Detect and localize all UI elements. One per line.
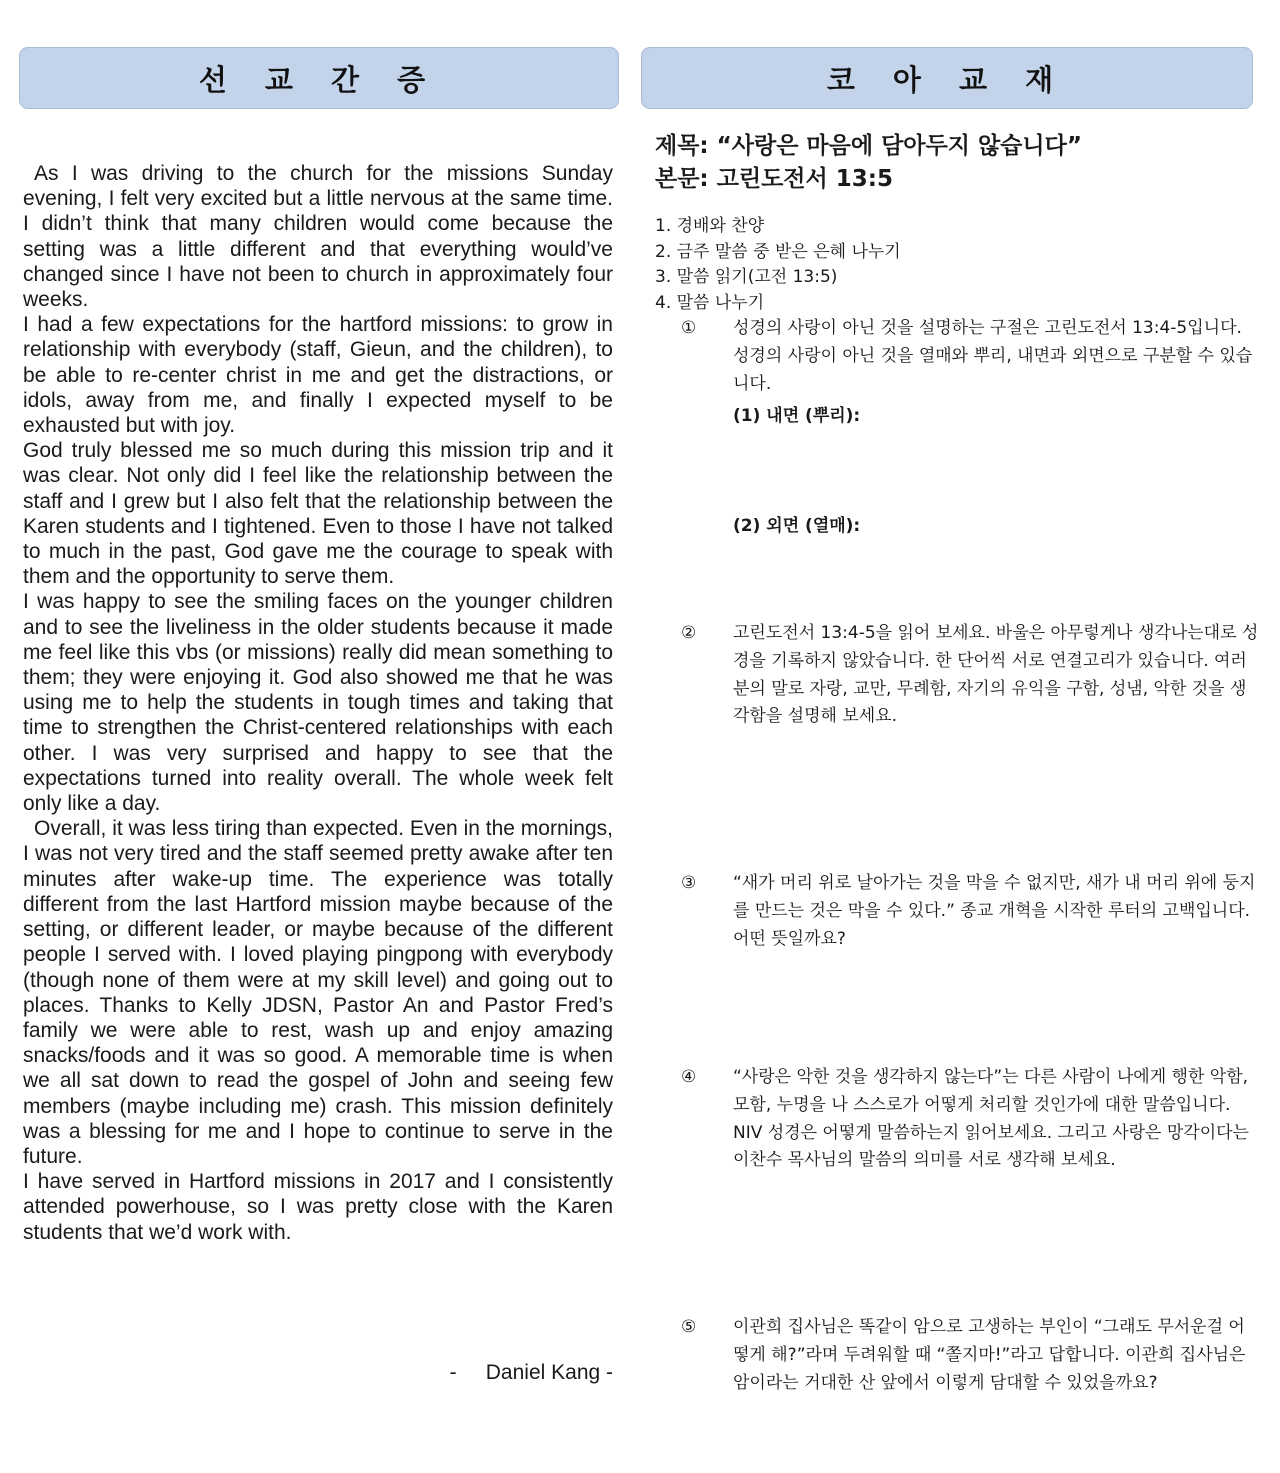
agenda-item: 2. 금주 말씀 중 받은 은혜 나누기 <box>655 241 901 262</box>
agenda-item: 3. 말씀 읽기(고전 13:5) <box>655 267 838 287</box>
question-text: “새가 머리 위로 날아가는 것을 막을 수 없지만, 새가 내 머리 위에 둥지를 만드는 것은 막을 수 있다.” 종교 개혁을 시작한 루터의 고백입니다. 어떤 뜻일까요? <box>733 873 1256 949</box>
question-text: 성경의 사랑이 아닌 것을 설명하는 구절은 고린도전서 13:4-5입니다. 성경의 사랑이 아닌 것을 열매와 뿌리, 내면과 외면으로 구분할 수 있습니다. <box>733 318 1253 394</box>
sub-item-inner: (1) 내면 (뿌리): <box>733 406 861 426</box>
testimony-paragraph: I was happy to see the smiling faces on the younger children and to see the liveliness in the older students because it made me feel like this vbs (or missions) really did mean something to them; they were enjoying it. God also showed me that he was using me to help the students in tough times and taking that time to strengthen the Christ-centered relationships with each other. I was very surprised and happy to see that the expectations turned into reality overall. The whole week felt only like a day. <box>23 590 613 816</box>
testimony-paragraph: Overall, it was less tiring than expected. Even in the mornings, I was not very tired and the staff seemed pretty awake after ten minutes after wake-up time. The experience was totally different from the last Hartford mission maybe because of the setting, or different leader, or maybe because of the different people I served with. I loved playing pingpong with everybody (though none of them were at my skill level) and going out to places. Thanks to Kelly JDSN, Pastor An and Pastor Fred’s family we were able to rest, wash up and enjoy amazing snacks/foods and it was so good. A memorable time is when we all sat down to read the gospel of John and seeing few members (maybe including me) crash. This mission definitely was a blessing for me and I hope to continue to serve in the future. <box>23 817 613 1168</box>
question-number: ④ <box>681 1067 697 1087</box>
lesson-title: 제목: “사랑은 마음에 담아두지 않습니다” <box>655 133 1082 159</box>
question-number: ③ <box>681 873 697 893</box>
testimony-paragraph: God truly blessed me so much during this mission trip and it was clear. Not only did I feel like the relationship between the staff and I grew but I also felt that the relationship between the Karen students and I tightened. Even to those I have not talked to much in the past, God gave me the courage to speak with them and the opportunity to serve them. <box>23 439 613 589</box>
question-3 <box>681 870 1261 953</box>
sub-item-outer: (2) 외면 (열매): <box>733 516 861 536</box>
question-text: “사랑은 악한 것을 생각하지 않는다”는 다른 사람이 나에게 행한 악함, 모함, 누명을 나 스스로가 어떻게 처리할 것인가에 대한 말씀입니다. NIV 성경은 어떻게 말씀하는지 읽어보세요. 그리고 사랑은 망각이다는 이찬수 목사님의 말씀의 의미를 서로 생각해 보세요. <box>733 1067 1249 1171</box>
question-number: ② <box>681 623 697 643</box>
agenda-item: 1. 경배와 찬양 <box>655 216 765 236</box>
testimony-text <box>23 161 613 1245</box>
lesson-header: 코 아 교 재 <box>641 47 1253 109</box>
question-5 <box>681 1314 1261 1397</box>
testimony-paragraph: I have served in Hartford missions in 2017 and I consistently attended powerhouse, so I was pretty close with the Karen students that we’d work with. <box>23 1170 613 1244</box>
lesson-agenda <box>655 214 901 316</box>
question-text: 고린도전서 13:4-5을 읽어 보세요. 바울은 아무렇게나 생각나는대로 성경을 기록하지 않았습니다. 한 단어씩 서로 연결고리가 있습니다. 여러분의 말로 자랑, 교만, 무례함, 자기의 유익을 구함, 성냄, 악한 것을 생각함을 설명해 보세요. <box>733 623 1259 727</box>
testimony-paragraph: I had a few expectations for the hartford missions: to grow in relationship with everybody (staff, Gieun, and the children), to be able to re-center christ in me and get the distractions, or idols, away from me, and finally I expected myself to be exhausted but with joy. <box>23 313 613 438</box>
question-2 <box>681 620 1261 731</box>
question-1 <box>681 315 1261 398</box>
testimony-paragraph: As I was driving to the church for the missions Sunday evening, I felt very excited but a little nervous at the same time. I didn’t think that many children would come because the setting was a little different and that everything would’ve changed since I have not been to church in approximately four weeks. <box>23 162 613 312</box>
testimony-header: 선 교 간 증 <box>19 47 619 109</box>
question-number: ⑤ <box>681 1317 697 1337</box>
lesson-scripture: 본문: 고린도전서 13:5 <box>655 166 893 192</box>
question-text: 이관희 집사님은 똑같이 암으로 고생하는 부인이 “그래도 무서운걸 어떻게 해?”라며 두려워할 때 “쫄지마!”라고 답합니다. 이관희 집사님은 암이라는 거대한 산 앞에서 이렇게 담대할 수 있었을까요? <box>733 1317 1246 1393</box>
agenda-item: 4. 말씀 나누기 <box>655 292 765 313</box>
question-number: ① <box>681 318 697 338</box>
testimony-signature: - Daniel Kang - <box>449 1361 613 1384</box>
question-4 <box>681 1064 1261 1175</box>
